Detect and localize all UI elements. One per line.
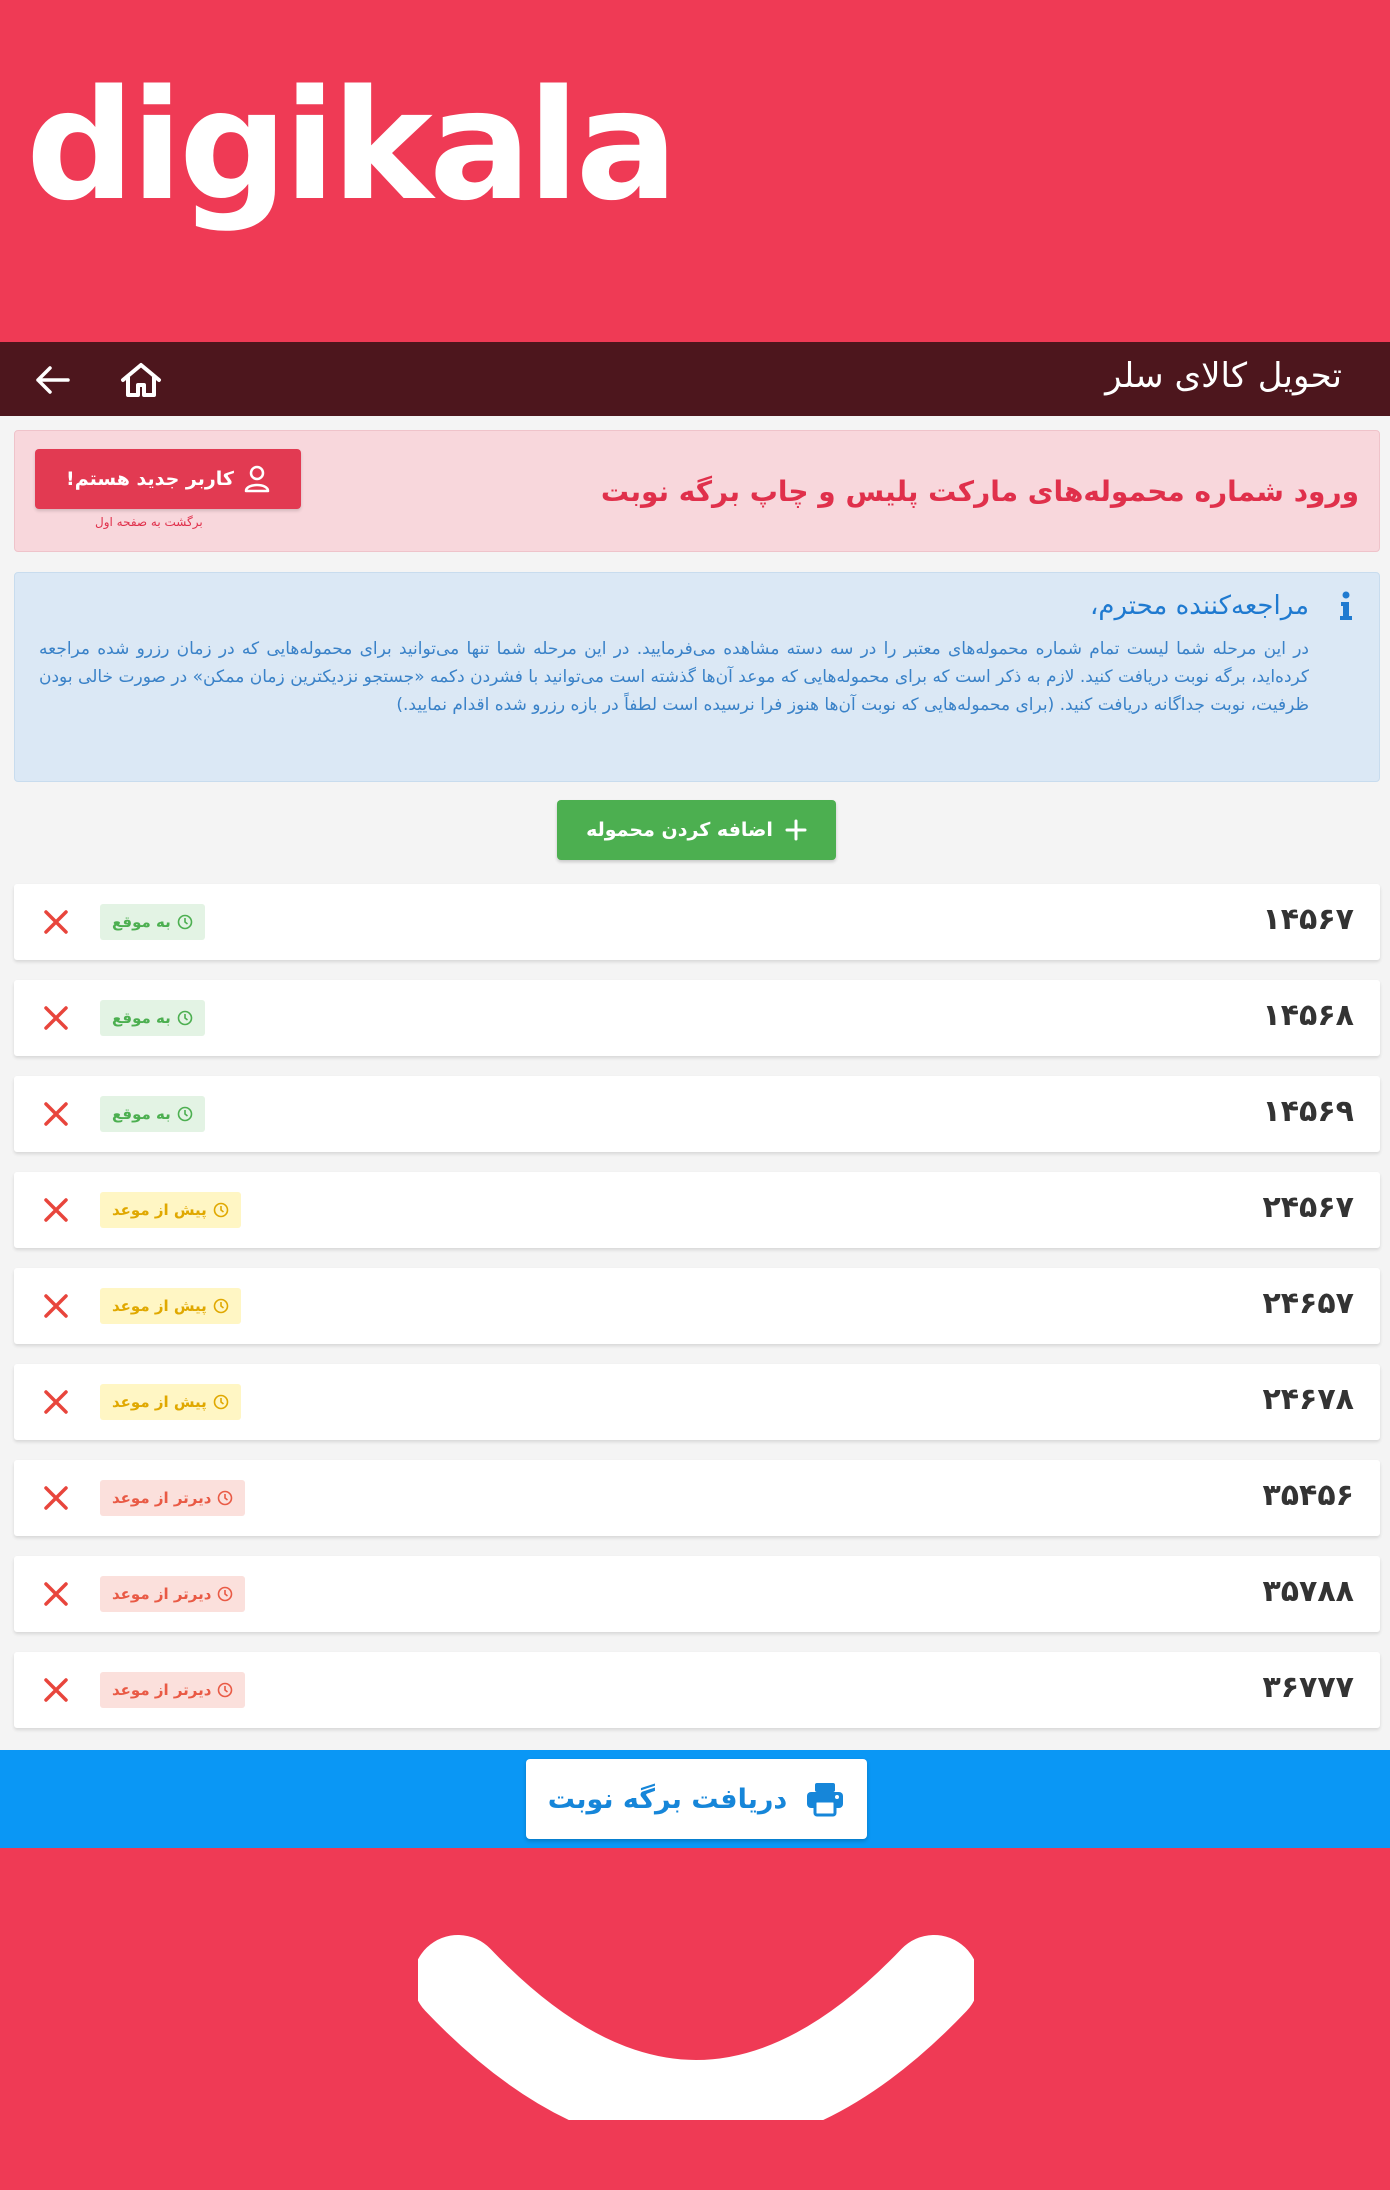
- clock-icon: [213, 1394, 229, 1410]
- status-badge: [100, 1192, 241, 1228]
- remove-icon[interactable]: [42, 1580, 70, 1608]
- user-icon: [244, 465, 270, 493]
- clock-icon: [217, 1490, 233, 1506]
- shipment-number: ۳۶۷۷۷: [1262, 1670, 1354, 1705]
- info-heading: مراجعه‌کننده محترم،: [1089, 591, 1309, 621]
- remove-icon[interactable]: [42, 908, 70, 936]
- remove-icon[interactable]: [42, 1484, 70, 1512]
- status-label: به موقع: [112, 1105, 171, 1123]
- shipment-number: ۲۴۵۶۷: [1262, 1190, 1354, 1225]
- entry-title: ورود شماره محموله‌های مارکت پلیس و چاپ برگه نوبت: [600, 475, 1359, 508]
- main-content: [0, 416, 1390, 1750]
- remove-icon[interactable]: [42, 1388, 70, 1416]
- clock-icon: [217, 1586, 233, 1602]
- status-label: دیرتر از موعد: [112, 1681, 212, 1699]
- status-badge: [100, 904, 205, 940]
- status-label: پیش از موعد: [112, 1297, 207, 1315]
- table-row: [14, 1268, 1380, 1344]
- clock-icon: [177, 914, 193, 930]
- home-icon[interactable]: [118, 360, 164, 400]
- table-row: [14, 884, 1380, 960]
- table-row: [14, 1364, 1380, 1440]
- clock-icon: [217, 1682, 233, 1698]
- back-to-first-link[interactable]: برگشت به صفحه اول: [95, 515, 203, 529]
- get-ticket-label: دریافت برگه نوبت: [547, 1783, 788, 1815]
- top-bar: [0, 342, 1390, 416]
- plus-icon: [785, 819, 807, 841]
- shipment-number: ۱۴۵۶۹: [1262, 1094, 1354, 1129]
- printer-icon: [805, 1781, 845, 1817]
- shipment-number: ۲۴۶۷۸: [1262, 1382, 1354, 1417]
- shipment-number: ۳۵۴۵۶: [1262, 1478, 1354, 1513]
- table-row: [14, 1460, 1380, 1536]
- page-title: تحویل کالای سلر: [1105, 356, 1342, 396]
- status-badge: [100, 1576, 245, 1612]
- clock-icon: [177, 1010, 193, 1026]
- status-label: دیرتر از موعد: [112, 1489, 212, 1507]
- table-row: [14, 1556, 1380, 1632]
- status-label: پیش از موعد: [112, 1393, 207, 1411]
- new-user-label: کاربر جدید هستم!: [66, 468, 234, 490]
- status-badge: [100, 1480, 245, 1516]
- table-row: [14, 1172, 1380, 1248]
- info-panel: [14, 572, 1380, 782]
- clock-icon: [213, 1202, 229, 1218]
- status-badge: [100, 1000, 205, 1036]
- remove-icon[interactable]: [42, 1292, 70, 1320]
- entry-panel: [14, 430, 1380, 552]
- status-label: به موقع: [112, 913, 171, 931]
- clock-icon: [177, 1106, 193, 1122]
- status-badge: [100, 1672, 245, 1708]
- shipment-number: ۲۴۶۵۷: [1262, 1286, 1354, 1321]
- clock-icon: [213, 1298, 229, 1314]
- arrow-left-icon[interactable]: [30, 360, 74, 400]
- new-user-button[interactable]: [35, 449, 301, 509]
- status-label: دیرتر از موعد: [112, 1585, 212, 1603]
- remove-icon[interactable]: [42, 1004, 70, 1032]
- status-badge: [100, 1384, 241, 1420]
- add-shipment-button[interactable]: [557, 800, 836, 860]
- info-icon: [1337, 591, 1355, 621]
- brand-header: [0, 0, 1390, 342]
- status-label: پیش از موعد: [112, 1201, 207, 1219]
- digikala-logo: digikala: [26, 57, 675, 234]
- status-label: به موقع: [112, 1009, 171, 1027]
- table-row: [14, 1076, 1380, 1152]
- remove-icon[interactable]: [42, 1196, 70, 1224]
- add-shipment-label: اضافه کردن محموله: [586, 819, 773, 841]
- remove-icon[interactable]: [42, 1676, 70, 1704]
- shipment-number: ۳۵۷۸۸: [1262, 1574, 1354, 1609]
- shipment-number: ۱۴۵۶۷: [1262, 902, 1354, 937]
- brand-footer: [0, 1848, 1390, 2190]
- table-row: [14, 980, 1380, 1056]
- status-badge: [100, 1096, 205, 1132]
- shipment-number: ۱۴۵۶۸: [1262, 998, 1354, 1033]
- info-text: در این مرحله شما لیست تمام شماره محموله‌های معتبر را در سه دسته مشاهده می‌فرمایید. در این مرحله شما تنها می‌توانید برای محموله‌هایی که در زمان رزرو شده مراجعه کرده‌اید، برگه نوبت دریافت کنید. لازم به ذکر است که برای محموله‌هایی که موعد آن‌ها گذشته است می‌توانید با فشردن دکمه «جستجو نزدیکترین زمان ممکن» در صورت خالی بودن ظرفیت، نوبت جداگانه دریافت کنید. (برای محموله‌هایی که نوبت آن‌ها هنوز فرا نرسیده است لطفاً در بازه رزرو شده اقدام نمایید.): [39, 639, 1309, 715]
- status-badge: [100, 1288, 241, 1324]
- table-row: [14, 1652, 1380, 1728]
- smile-logo-icon: [418, 1930, 974, 2120]
- shipment-list: [14, 884, 1380, 1748]
- remove-icon[interactable]: [42, 1100, 70, 1128]
- get-ticket-button[interactable]: [526, 1759, 867, 1839]
- action-bar: [0, 1750, 1390, 1848]
